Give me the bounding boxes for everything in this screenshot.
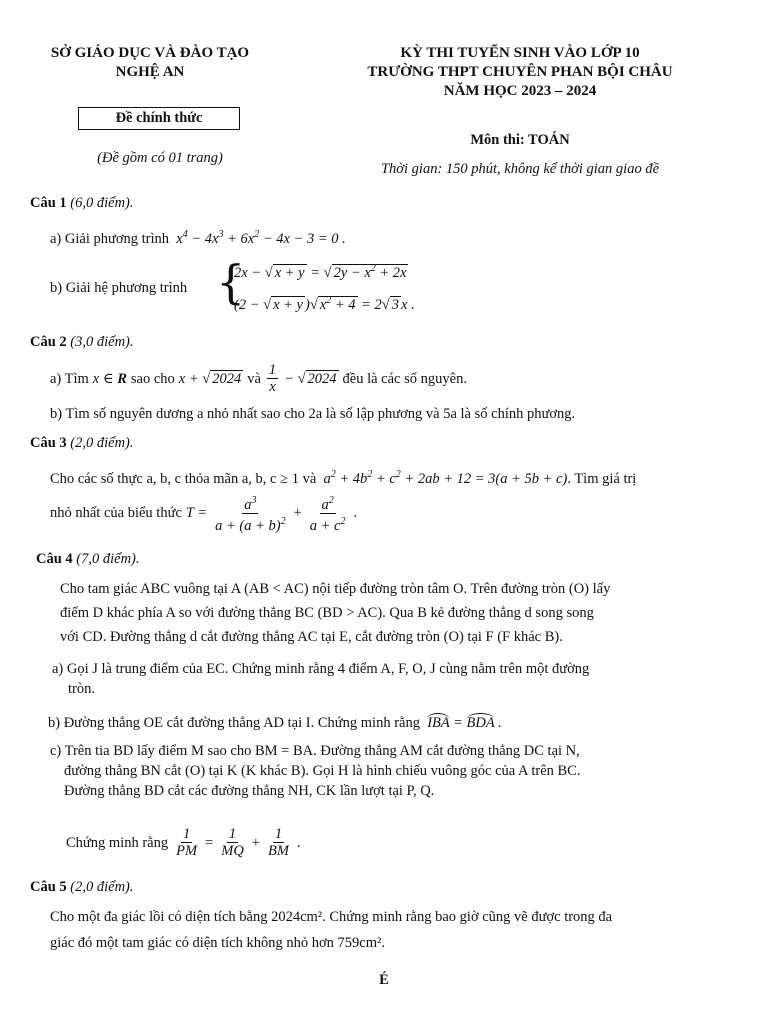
q3-line1-prefix: Cho các số thực a, b, c thỏa mãn a, b, c ≥ 1 và <box>50 470 317 487</box>
q3-period: . <box>353 505 358 522</box>
q4c-conclusion <box>66 826 301 859</box>
system-brace: { <box>216 255 246 309</box>
q4a-line1: a) Gọi J là trung điểm của EC. Chứng minh rằng 4 điểm A, F, O, J cùng nằm trên một đường <box>52 661 590 677</box>
q4b-line <box>48 713 502 733</box>
province-line: NGHỆ AN <box>115 64 185 80</box>
q1b-label-line <box>50 278 187 298</box>
q4c-line2: đường thẳng BN cắt (O) tại K (K khác B). Gọi H là hình chiếu vuông góc của A trên BC. <box>64 763 581 779</box>
exam-title-line2: TRƯỜNG THPT CHUYÊN PHAN BỘI CHÂU <box>367 64 673 80</box>
q5-body <box>50 907 750 953</box>
q2a-expr1: x + √ 2024 <box>178 370 242 387</box>
q4c-period: . <box>296 834 301 851</box>
q2a-set: x ∈ R <box>92 370 127 387</box>
q3-heading <box>30 433 134 453</box>
q4c <box>50 741 740 801</box>
q4-intro <box>60 579 740 647</box>
official-exam-box: Đề chính thức <box>78 107 240 130</box>
q2a-mid: sao cho <box>130 370 175 387</box>
q5-line1: Cho một đa giác lồi có diện tích bằng 2024cm². Chứng minh rằng bao giờ cũng vẽ được trong đa <box>50 909 613 925</box>
q1a-line <box>50 225 346 249</box>
q4c-line3: Đường thẳng BD cắt các đường thẳng NH, CK lần lượt tại P, Q. <box>64 783 435 799</box>
q5-line2: giác đó một tam giác có diện tích không nhỏ hơn 759cm². <box>50 935 385 951</box>
exam-title-line3: NĂM HỌC 2023 – 2024 <box>443 83 597 99</box>
system-equation-1: 2x − √ x + y = √ $2y - x^2 + 2x$ <box>234 263 407 281</box>
q3-condition: $a^2 + 4b^2 + c^2 + 2ab + 12 = 3(a + 5b + c)$ <box>319 469 568 487</box>
q2a-fraction: $\frac{1}{x}$ <box>268 362 277 395</box>
q4c-equals: = <box>205 834 214 851</box>
frac-1-PM: $\frac{1}{PM}$ <box>176 826 198 859</box>
q4c-prefix: Chứng minh rằng <box>66 834 169 851</box>
subject-line: Môn thi: TOÁN <box>470 132 570 148</box>
q3-plus: + <box>293 505 302 522</box>
q2-label: Câu 2 <box>30 334 67 350</box>
q5-heading <box>30 877 134 897</box>
department-line: SỞ GIÁO DỤC VÀ ĐÀO TẠO <box>50 45 250 61</box>
q5-points: (2,0 điểm). <box>70 879 134 895</box>
q3-line2 <box>50 493 357 534</box>
q4b-prefix: b) Đường thẳng OE cắt đường thẳng AD tại I. Chứng minh rằng <box>48 715 420 731</box>
q2-heading <box>30 332 134 352</box>
q4-intro-line2: điểm D khác phía A so với đường thẳng BC (BD > AC). Qua B kẻ đường thẳng d song song <box>60 605 594 621</box>
frac-1-MQ: $\frac{1}{MQ}$ <box>221 826 244 859</box>
q1-points: (6,0 điểm). <box>70 195 134 211</box>
q4-points: (7,0 điểm). <box>76 551 140 567</box>
q2a-line <box>50 362 467 395</box>
q3-T: T = <box>185 505 208 522</box>
q4-label: Câu 4 <box>36 551 73 567</box>
q2a-prefix: a) Tìm <box>50 370 89 387</box>
exam-title-line1: KỲ THI TUYỂN SINH VÀO LỚP 10 <box>400 45 640 61</box>
q3-line1-suffix: . Tìm giá trị <box>567 470 637 487</box>
q4a-line2: tròn. <box>68 681 95 697</box>
q1b-system <box>216 255 456 319</box>
q1-heading <box>30 193 134 213</box>
q3-label: Câu 3 <box>30 435 67 451</box>
q3-line2-prefix: nhỏ nhất của biểu thức <box>50 505 182 522</box>
frac-1-BM: $\frac{1}{BM}$ <box>267 826 289 859</box>
q3-line1 <box>50 465 636 489</box>
q4-heading <box>36 549 140 569</box>
system-equation-2: (2 − √ x + y )√ $x^2 + 4 = 2√$ 3 x . <box>234 295 415 313</box>
q2b-line: b) Tìm số nguyên dương a nhỏ nhất sao cho 2a là số lập phương và 5a là số chính phương. <box>50 406 576 422</box>
q4b-angle-equation: IBA = BDA . <box>427 715 502 731</box>
q3-points: (2,0 điểm). <box>70 435 134 451</box>
department-name <box>30 44 270 82</box>
q3-fraction-2: $\frac{a^2}{a + c^2}$ <box>309 495 346 534</box>
q3-fraction-1: $\frac{a^3}{a + (a + b)^2}$ <box>215 495 286 534</box>
q4a <box>52 659 742 699</box>
q1-label: Câu 1 <box>30 195 67 211</box>
q4c-line1: c) Trên tia BD lấy điểm M sao cho BM = BA. Đường thẳng AM cắt đường thẳng DC tại N, <box>50 743 580 759</box>
pages-note: (Đề gồm có 01 trang) <box>97 150 223 166</box>
q2a-and: và <box>247 370 261 387</box>
q2a-suffix: đều là các số nguyên. <box>342 370 467 387</box>
q1a-text: a) Giải phương trình <box>50 230 170 247</box>
time-line: Thời gian: 150 phút, không kể thời gian giao đề <box>380 161 660 177</box>
q1a-equation: $x^4 - 4x^3 + 6x^2 - 4x - 3 = 0$ . <box>172 229 346 247</box>
q4-intro-line3: với CD. Đường thẳng d cắt đường thẳng AC tại E, cắt đường tròn (O) tại F (F khác B). <box>60 629 563 645</box>
exam-title <box>300 44 740 101</box>
q2-points: (3,0 điểm). <box>70 334 134 350</box>
q5-label: Câu 5 <box>30 879 67 895</box>
q4c-plus: + <box>251 834 260 851</box>
q4-intro-line1: Cho tam giác ABC vuông tại A (AB < AC) nội tiếp đường tròn tâm O. Trên đường tròn (O) lấy <box>60 581 611 597</box>
footer-mark: É <box>379 972 389 988</box>
q1b-text: b) Giải hệ phương trình <box>50 280 188 296</box>
q2a-expr2: − √ 2024 <box>284 370 337 387</box>
